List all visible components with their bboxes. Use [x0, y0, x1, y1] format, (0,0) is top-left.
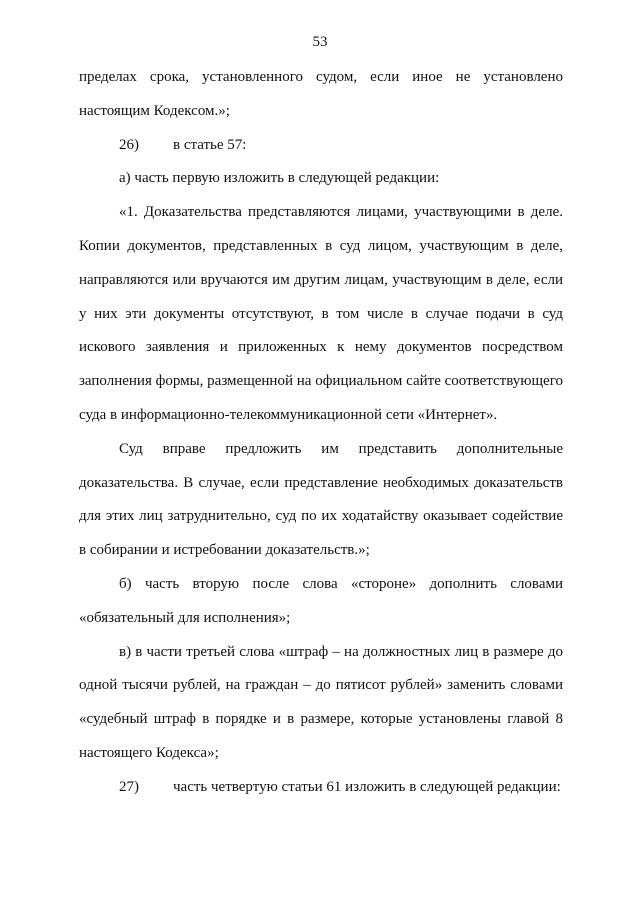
- item-number: 26): [119, 136, 139, 153]
- item-text: в статье 57:: [173, 136, 247, 153]
- list-item-27: [79, 771, 563, 805]
- list-item-26: [79, 129, 563, 163]
- paragraph-v: в) в части третьей слова «штраф – на должностных лиц в размере до одной тысячи рублей, на граждан – до пятисот рублей» заменить словами «судебный штраф в порядке и в размере, которые установлены главой 8 настоящего Кодекса»;: [79, 643, 563, 761]
- item-text: часть четвертую статьи 61 изложить в следующей редакции:: [173, 778, 561, 795]
- paragraph-quote-1: «1. Доказательства представляются лицами, участвующими в деле. Копии документов, представленных в суд лицом, участвующим в деле, направляются или вручаются им другим лицам, участвующим в деле, если у них эти документы отсутствуют, в том числе в случае подачи в суд искового заявления и приложенных к нему документов посредством заполнения формы, размещенной на официальном сайте соответствующего суда в информационно-телекоммуникационной сети «Интернет».: [79, 204, 563, 423]
- document-body: [79, 61, 563, 805]
- paragraph-b: б) часть вторую после слова «стороне» дополнить словами «обязательный для исполнения»;: [79, 575, 563, 626]
- page-number: 53: [312, 34, 328, 50]
- paragraph-a: а) часть первую изложить в следующей редакции:: [119, 170, 440, 187]
- paragraph-continuation: пределах срока, установленного судом, если иное не установлено настоящим Кодексом.»;: [79, 69, 563, 119]
- item-number: 27): [119, 778, 139, 795]
- paragraph-court: Суд вправе предложить им представить дополнительные доказательства. В случае, если представление необходимых доказательств для этих лиц затруднительно, суд по их ходатайству оказывает содействие в собирании и истребовании доказательств.»;: [79, 440, 563, 559]
